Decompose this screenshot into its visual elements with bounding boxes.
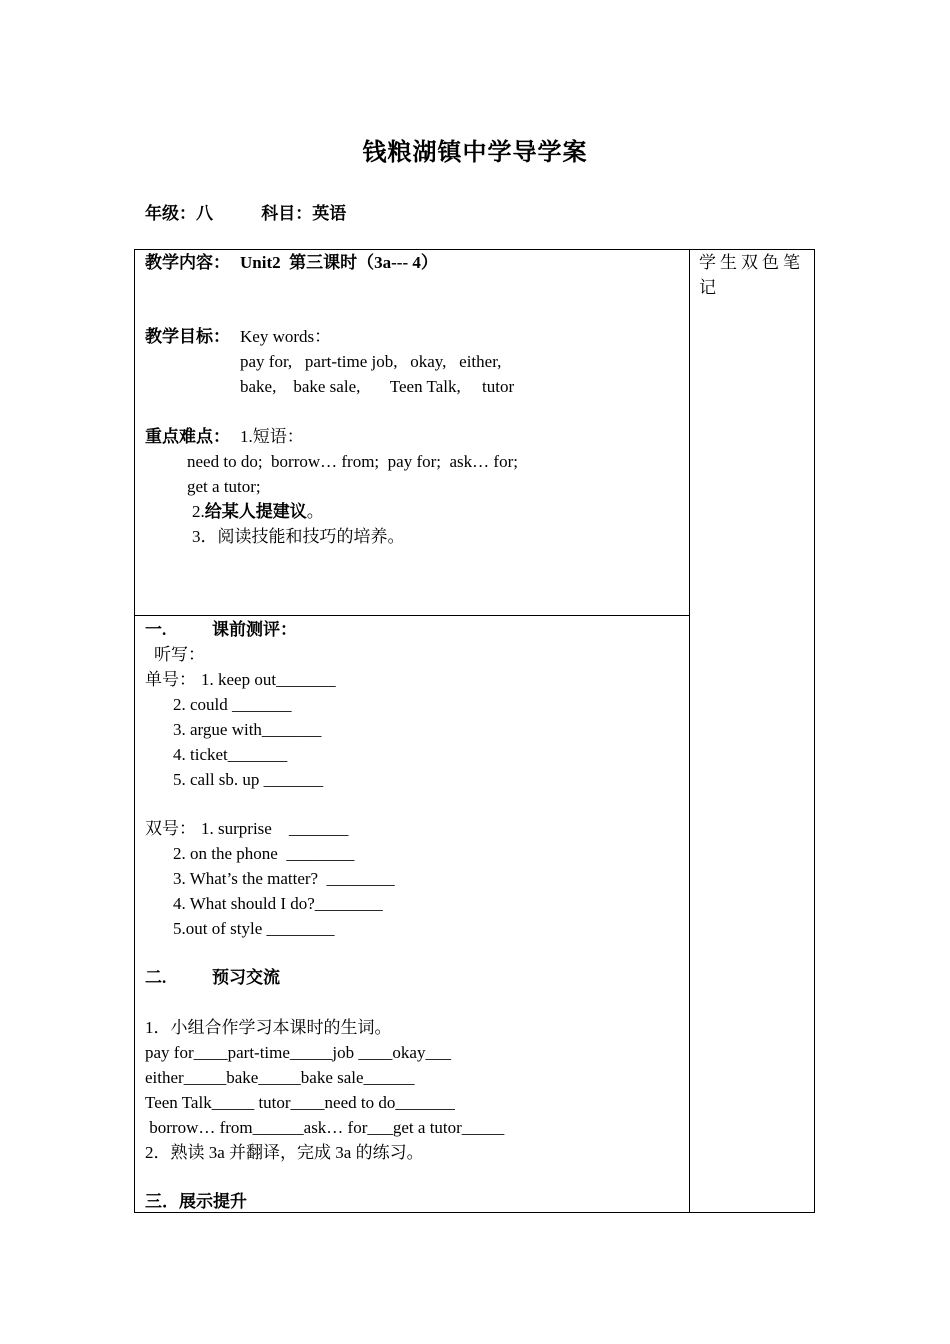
word-line: borrow… from______ask… for___get a tutor_____ — [145, 1118, 505, 1137]
dictation-item: 3. argue with_______ — [173, 720, 322, 739]
grade-label: 年级：八 — [145, 204, 213, 223]
section2-number: 二. — [145, 968, 167, 987]
document-meta — [145, 199, 346, 224]
section3-heading: 三．展示提升 — [145, 1192, 247, 1211]
keypoints-label: 重点难点： — [145, 427, 230, 446]
dictation-item: 5. call sb. up _______ — [173, 770, 324, 789]
keypoints-num: 2. — [192, 502, 205, 521]
objectives-line: pay for, part-time job, okay, either, — [240, 352, 502, 371]
word-line: either_____bake_____bake sale______ — [145, 1068, 415, 1087]
keypoints-line — [192, 499, 324, 524]
dictation-item: 2. could _______ — [173, 695, 292, 714]
column-divider — [689, 249, 690, 1213]
keypoints-line: get a tutor; — [187, 477, 261, 496]
page-title: 钱粮湖镇中学导学案 — [362, 140, 588, 166]
objectives-line: Key words： — [240, 327, 332, 346]
keypoints-line: 1.短语： — [240, 427, 304, 446]
section2-heading: 预习交流 — [212, 968, 280, 987]
preview-item: 2．熟读 3a 并翻译，完成 3a 的练习。 — [145, 1143, 424, 1162]
objectives-label: 教学目标： — [145, 327, 230, 346]
subject-label: 科目：英语 — [261, 204, 347, 223]
word-line: pay for____part-time_____job ____okay___ — [145, 1043, 451, 1062]
keypoints-end: 。 — [306, 502, 324, 521]
dictation-label: 听写： — [154, 645, 205, 664]
dictation-item: 5.out of style ________ — [173, 919, 335, 938]
dictation-item: 1. keep out_______ — [201, 670, 336, 689]
dictation-item: 1. surprise _______ — [201, 819, 349, 838]
dictation-item: 2. on the phone ________ — [173, 844, 355, 863]
objectives-line: bake, bake sale, Teen Talk, tutor — [240, 377, 515, 396]
section1-number: 一. — [145, 620, 167, 639]
section1-heading: 课前测评： — [212, 620, 297, 639]
student-notes-header: 学生双色笔记 — [699, 253, 804, 297]
dictation-item: 4. What should I do?________ — [173, 894, 383, 913]
dictation-item: 3. What’s the matter? ________ — [173, 869, 395, 888]
odd-label: 单号： — [145, 670, 196, 689]
keypoints-line: 3．阅读技能和技巧的培养。 — [192, 527, 405, 546]
word-line: Teen Talk_____ tutor____need to do_______ — [145, 1093, 455, 1112]
teaching-content-value: Unit2 第三课时（3a--- 4） — [240, 253, 438, 272]
keypoints-line: need to do; borrow… from; pay for; ask… for; — [187, 452, 518, 471]
preview-item: 1．小组合作学习本课时的生词。 — [145, 1018, 392, 1037]
even-label: 双号： — [145, 819, 196, 838]
teaching-content-label: 教学内容： — [145, 253, 230, 272]
row-divider — [134, 615, 690, 616]
keypoints-bold-text: 给某人提建议 — [204, 502, 307, 521]
dictation-item: 4. ticket_______ — [173, 745, 288, 764]
